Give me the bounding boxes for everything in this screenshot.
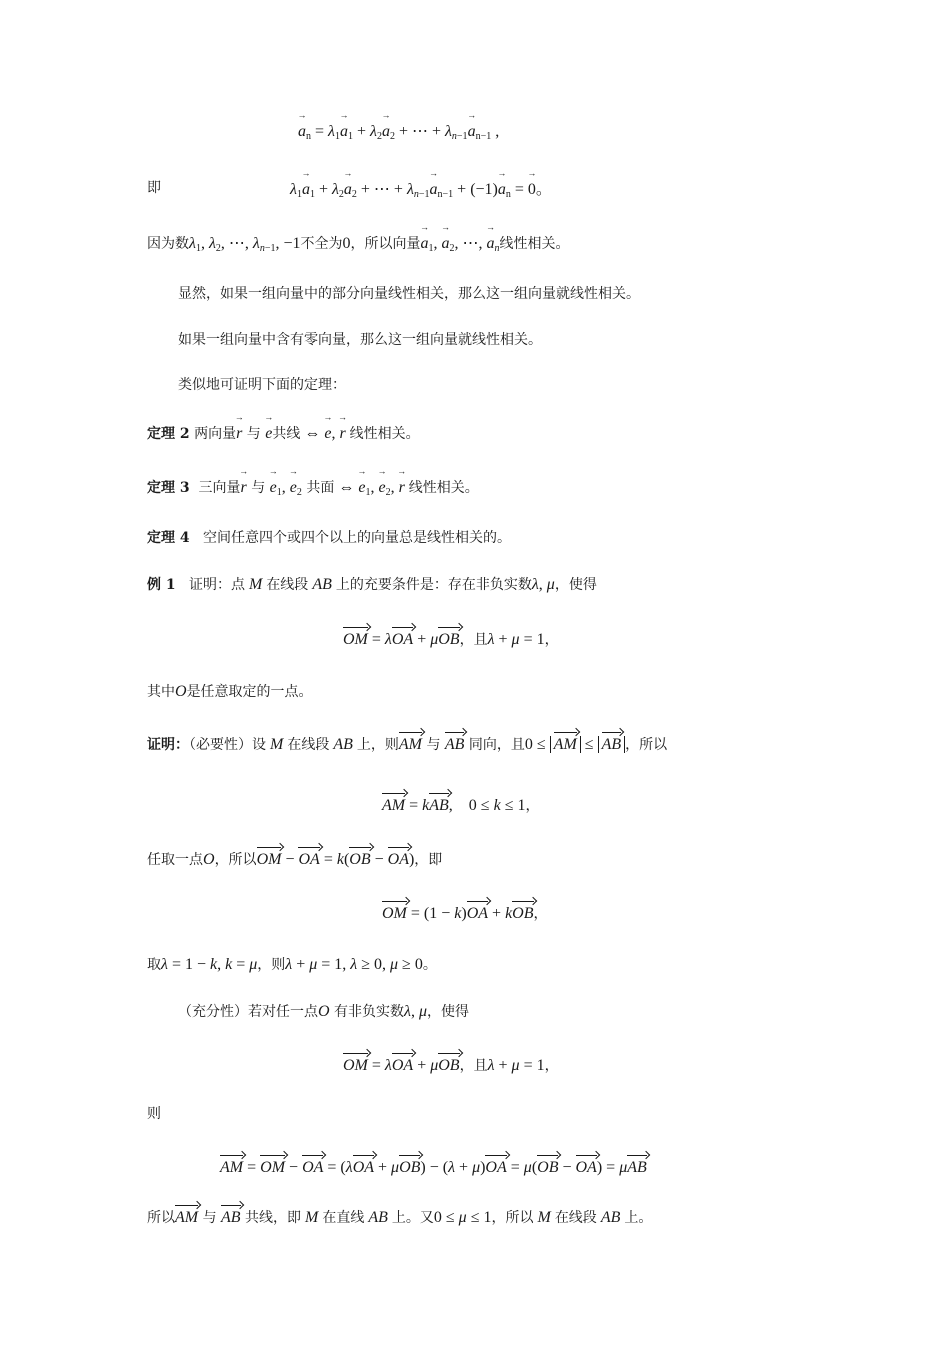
equation-am-kab: AM = kAB, 0 ≤ k ≤ 1， xyxy=(382,797,540,814)
theorem-3: 定理 3 三向量→ r 与 → $e_1$, → $e_2$ 共面 ⇔ → $e_1$, → $e_2$, → r 线性相关。 xyxy=(147,478,479,503)
paragraph-conclusion: 所以AM 与 AB 共线，即 M 在直线 AB 上。又0 ≤ μ ≤ 1，所以 M 在线段 AB 上。 xyxy=(147,1209,653,1226)
equation-zero-combination: $\lambda_1\to a_1 + \lambda_2\to a_2$ + ⋯ + $\lambda_{n-1}\to a_{n-1} + (-1)\to a_n$ = → 0。 xyxy=(290,180,552,205)
theorem-2: 定理 2 两向量→ r 与 → e共线 ⇔ → e, → r 线性相关。 xyxy=(147,424,420,444)
theorem-4: 定理 4 空间任意四个或四个以上的向量总是线性相关的。 xyxy=(147,530,511,546)
paragraph-obviously: 显然，如果一组向量中的部分向量线性相关，那么这一组向量就线性相关。 xyxy=(178,286,640,302)
label-ze: 则 xyxy=(147,1106,161,1122)
paragraph-where-o: 其中O是任意取定的一点。 xyxy=(147,683,313,700)
example-1: 例 1 证明：点 M 在线段 AB 上的充要条件是：存在非负实数λ, μ，使得 xyxy=(147,576,597,593)
proof-necessity: 证明：（必要性）设 M 在线段 AB 上，则AM 与 AB 同向，且0 ≤ AM ≤ AB ，所以 xyxy=(147,736,668,753)
equation-an-combination: → $a_n = \lambda_1\to a_1 + \lambda_2\to a_2$ + ⋯ + $\lambda_{n-1}\to a_{n-1}$ , xyxy=(298,122,499,147)
equation-om-1: OM = λOA + μOB，且λ + μ = 1， xyxy=(343,631,559,648)
proof-sufficiency: （充分性）若对任一点O 有非负实数λ, μ，使得 xyxy=(178,1003,469,1020)
equation-om-2: OM = (1 − k)OA + kOB， xyxy=(382,905,548,922)
paragraph-because: 因为数$\lambda_1$, $\lambda_2$, ⋯, $\lambda_{n-1}$, −1不全为0，所以向量→ $a_1$, → $a_2$, ⋯, → $a_n$线性相关。 xyxy=(147,234,569,259)
paragraph-similarly: 类似地可证明下面的定理： xyxy=(178,377,346,393)
paragraph-take-o: 任取一点O，所以OM − OA = k(OB − OA)，即 xyxy=(147,851,443,868)
paragraph-zero-vector: 如果一组向量中含有零向量，那么这一组向量就线性相关。 xyxy=(178,332,542,348)
paragraph-take-lambda: 取λ = 1 − k, k = μ，则λ + μ = 1, λ ≥ 0, μ ≥ 0。 xyxy=(147,956,437,973)
label-ji: 即 xyxy=(147,180,161,196)
equation-om-3: OM = λOA + μOB，且λ + μ = 1， xyxy=(343,1057,559,1074)
equation-am-final: AM = OM − OA = (λOA + μOB) − (λ + μ)OA = μ(OB − OA) = μAB xyxy=(220,1159,647,1176)
